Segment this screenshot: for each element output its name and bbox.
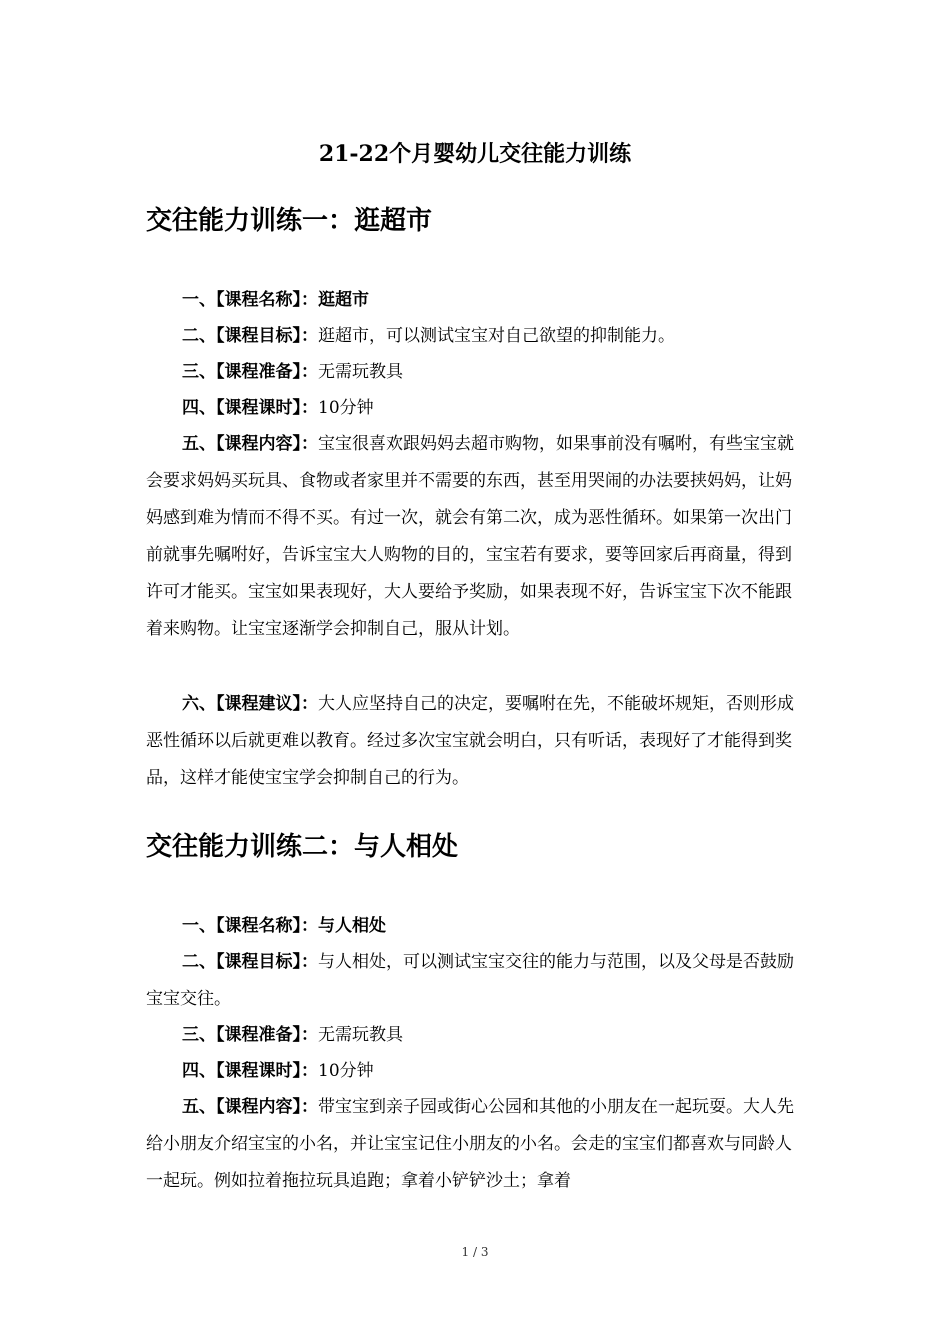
course-goal-item [146, 944, 806, 1018]
item-text: 无需玩教具 [318, 362, 403, 382]
item-text: 带宝宝到亲子园或街心公园和其他的小朋友在一起玩耍。大人先给小朋友介绍宝宝的小名，并让宝宝记住小朋友的小名。会走的宝宝们都喜欢与同龄人一起玩。例如拉着拖拉玩具追跑；拿着小铲铲沙土；拿着 [146, 1097, 794, 1191]
item-label: 四、【课程课时】： [182, 1061, 318, 1081]
item-label: 五、【课程内容】： [182, 1097, 318, 1117]
course-advice-item [146, 686, 806, 797]
course-content-item [146, 1089, 806, 1200]
item-label: 二、【课程目标】： [182, 952, 318, 972]
course-content-item [146, 426, 806, 648]
course-name-item [146, 282, 806, 319]
section-heading-1: 交往能力训练一：逛超市 [146, 206, 433, 236]
document-title: 21-22个月婴幼儿交往能力训练 [318, 141, 632, 167]
course-prep-item [146, 354, 806, 391]
item-text: 与人相处 [318, 916, 386, 936]
course-name-item [146, 908, 806, 945]
item-label: 一、【课程名称】： [182, 916, 318, 936]
page-number: 1 / 3 [461, 1245, 489, 1259]
section-heading-2: 交往能力训练二：与人相处 [146, 832, 459, 862]
course-duration-item [146, 1053, 806, 1090]
item-label: 二、【课程目标】： [182, 326, 318, 346]
item-text: 逛超市 [318, 290, 369, 310]
course-goal-item [146, 318, 806, 355]
item-text: 大人应坚持自己的决定，要嘱咐在先，不能破坏规矩，否则形成恶性循环以后就更难以教育。经过多次宝宝就会明白，只有听话，表现好了才能得到奖品，这样才能使宝宝学会抑制自己的行为。 [146, 694, 794, 788]
item-text: 无需玩教具 [318, 1025, 403, 1045]
course-prep-item [146, 1017, 806, 1054]
item-text: 宝宝很喜欢跟妈妈去超市购物，如果事前没有嘱咐，有些宝宝就会要求妈妈买玩具、食物或者家里并不需要的东西，甚至用哭闹的办法要挟妈妈，让妈妈感到难为情而不得不买。有过一次，就会有第二次，成为恶性循环。如果第一次出门前就事先嘱咐好，告诉宝宝大人购物的目的，宝宝若有要求，要等回家后再商量，得到许可才能买。宝宝如果表现好，大人要给予奖励，如果表现不好，告诉宝宝下次不能跟着来购物。让宝宝逐渐学会抑制自己，服从计划。 [146, 434, 794, 639]
course-duration-item [146, 390, 806, 427]
item-label: 一、【课程名称】： [182, 290, 318, 310]
item-text: 10分钟 [318, 1061, 374, 1081]
item-text: 10分钟 [318, 398, 374, 418]
item-label: 三、【课程准备】： [182, 362, 318, 382]
item-text: 与人相处，可以测试宝宝交往的能力与范围，以及父母是否鼓励宝宝交往。 [146, 952, 794, 1009]
item-label: 三、【课程准备】： [182, 1025, 318, 1045]
item-label: 四、【课程课时】： [182, 398, 318, 418]
item-label: 五、【课程内容】： [182, 434, 318, 454]
item-text: 逛超市，可以测试宝宝对自己欲望的抑制能力。 [318, 326, 675, 346]
item-label: 六、【课程建议】： [182, 694, 318, 714]
